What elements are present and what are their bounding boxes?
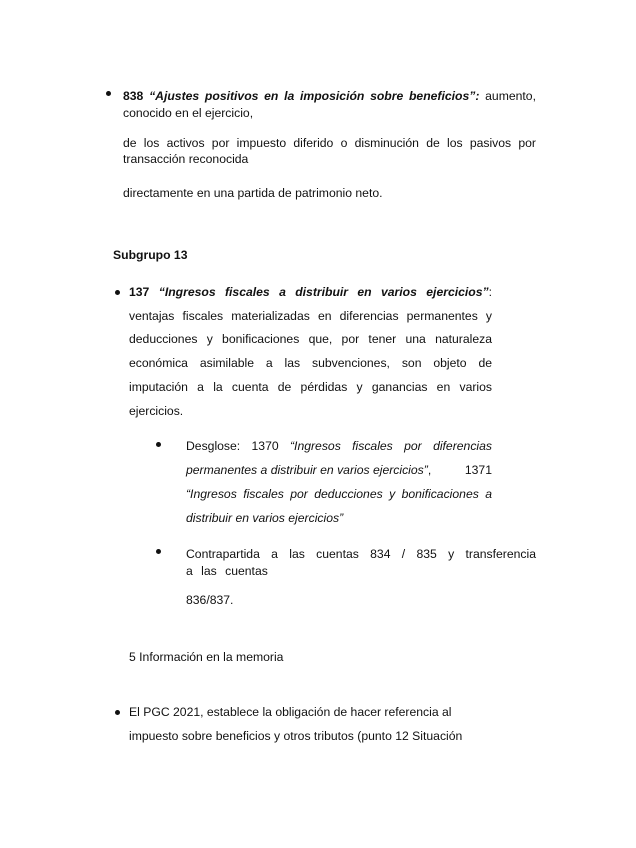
desglose-1370-title-a: “Ingresos fiscales por diferencias xyxy=(290,439,493,453)
item-838-para3: directamente en una partida de patrimonio neto. xyxy=(123,186,383,200)
desglose-sep: , xyxy=(427,463,432,477)
desglose-1370-title-b: permanentes a distribuir en varios ejercicios” xyxy=(186,463,428,477)
pgc-line1: El PGC 2021, establece la obligación de hacer referencia al xyxy=(129,705,452,719)
item-137-code: 137 xyxy=(129,285,150,299)
desglose-line2 xyxy=(186,462,492,478)
bullet-contrapartida xyxy=(156,549,161,554)
item-838-line2: conocido en el ejercicio, xyxy=(123,106,254,120)
desglose-1371-code: 1371 xyxy=(464,463,492,477)
bullet-pgc xyxy=(115,710,120,715)
bullet-desglose xyxy=(156,442,161,447)
item-838-code: 838 xyxy=(123,89,144,103)
item-137-colon: : xyxy=(488,285,492,299)
item-838-para2: de los activos por impuesto diferido o disminución de los pasivos por xyxy=(123,136,536,150)
item-137-line: ejercicios. xyxy=(129,404,184,418)
item-137-line: deducciones y bonificaciones que, por tener una naturaleza xyxy=(129,332,492,346)
item-838-line1-rest: aumento, xyxy=(485,89,536,103)
item-137-line1 xyxy=(129,284,492,300)
item-137-line: imputación a la cuenta de pérdidas y ganancias en varios xyxy=(129,380,492,394)
contrapartida-line1: Contrapartida a las cuentas 834 / 835 y transferencia xyxy=(186,547,536,561)
desglose-line1 xyxy=(186,438,492,454)
item-137-title: “Ingresos fiscales a distribuir en varios ejercicios” xyxy=(158,285,489,299)
section-heading: 5 Información en la memoria xyxy=(129,650,284,664)
desglose-1371-title-a: “Ingresos fiscales por deducciones y bonificaciones a xyxy=(186,487,492,501)
item-137-line: económica asimilable a las subvenciones, son objeto de xyxy=(129,356,492,370)
item-137-line: ventajas fiscales materializadas en diferencias permanentes y xyxy=(129,309,492,323)
item-838-title: “Ajustes positivos en la imposición sobre beneficios”: xyxy=(149,89,480,103)
pgc-line2: impuesto sobre beneficios y otros tributos (punto 12 Situación xyxy=(129,729,463,743)
bullet-838 xyxy=(106,91,111,96)
item-838-para2-line2: transacción reconocida xyxy=(123,152,249,166)
item-838-line1 xyxy=(123,88,536,104)
desglose-1371-title-b: distribuir en varios ejercicios” xyxy=(186,511,344,525)
contrapartida-line3: 836/837. xyxy=(186,593,234,607)
subgroup-heading: Subgrupo 13 xyxy=(113,248,188,262)
contrapartida-line2: a las cuentas xyxy=(186,564,268,578)
desglose-label: Desglose: 1370 xyxy=(186,439,279,453)
bullet-137 xyxy=(115,290,120,295)
